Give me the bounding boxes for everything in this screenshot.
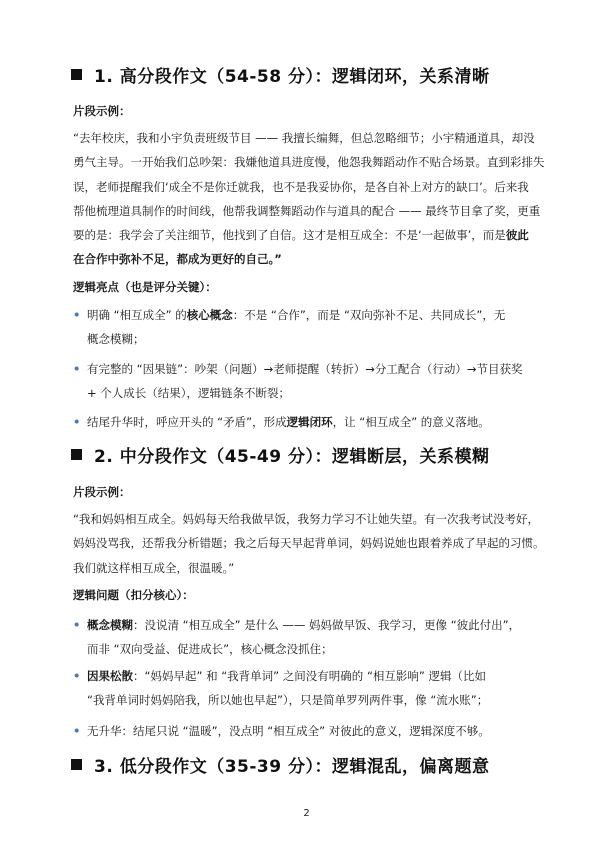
section-3-heading: 3. 低分段作文（35-39 分）：逻辑混乱，偏离题意 [71,756,490,778]
section-2-bullet-3: • 无升华：结尾只说 “温暖”，没点明 “相互成全” 对彼此的意义，逻辑深度不够。 [73,719,543,743]
section-2-heading: 2. 中分段作文（45-49 分）：逻辑断层，关系模糊 [71,446,490,468]
section-2-bullet-1: • 概念模糊：没说清 “相互成全” 是什么 —— 妈妈做早饭、我学习，更像 “彼此付出”， 而非 “双向受益、促进成长”，核心概念没抓住； [73,613,543,661]
bullet-dot-icon: • [73,415,81,429]
section-1-bullet-3: • 结尾升华时，呼应开头的 “矛盾”，形成逻辑闭环，让 “相互成全” 的意义落地。 [73,410,543,434]
section-1-heading: 1. 高分段作文（54-58 分）：逻辑闭环，关系清晰 [71,66,490,88]
bullet-dot-icon: • [73,724,81,738]
section-2-bullet-2: • 因果松散：“妈妈早起” 和 “我背单词” 之间没有明确的 “相互影响” 逻辑（比如 “我背单词时妈妈陪我，所以她也早起”），只是简单罗列两件事，像 “流水账”； [73,664,543,712]
bullet-dot-icon: • [73,362,81,376]
section-1-bullet-2: • 有完整的 “因果链”：吵架（问题）→老师提醒（转折）→分工配合（行动）→节目获奖 + 个人成长（结果），逻辑链条不断裂； [73,357,543,405]
section-2-analysis-label: 逻辑问题（扣分核心）： [73,588,194,602]
bullet-dot-icon: • [73,308,81,322]
square-bullet-icon [71,759,82,770]
square-bullet-icon [71,69,82,80]
bullet-dot-icon: • [73,618,81,632]
section-1-bullet-1: • 明确 “相互成全” 的核心概念：不是 “合作”，而是 “双向弥补不足、共同成长”，无 概念模糊； [73,303,543,351]
square-bullet-icon [71,449,82,460]
section-1-example-paragraph: “去年校庆，我和小宇负责班级节目 —— 我擅长编舞，但总忽略细节；小宇精通道具，却没 勇气主导。一开始我们总吵架：我嫌他道具进度慢，他怨我舞蹈动作不贴合场景。直到彩排失 误，老师提醒我们‘成全不是你迁就我，也不是我妥协你，是各自补上对方的缺口’。后来我 帮他梳理道具制作的时间线，他帮我调整舞蹈动作与道具的配合 —— 最终节目拿了奖，更重 要的是：我学会了关注细节，他找到了自信。这才是相互成全：不是‘一起做事’，而是彼此 在合作中弥补不足，都成为更好的自己。” [73,131,545,267]
section-1-analysis-label: 逻辑亮点（也是评分关键）： [73,280,217,294]
section-1-example-label: 片段示例： [73,104,131,118]
bullet-dot-icon: • [73,669,81,683]
section-2-example-label: 片段示例： [73,485,131,499]
page-number: 2 [303,808,310,819]
section-2-example-paragraph: “我和妈妈相互成全。妈妈每天给我做早饭，我努力学习不让她失望。有一次我考试没考好， 妈妈没骂我，还帮我分析错题；我之后每天早起背单词，妈妈说她也跟着养成了早起的习惯。 我们就这样相互成全，很温暖。” [73,512,545,575]
